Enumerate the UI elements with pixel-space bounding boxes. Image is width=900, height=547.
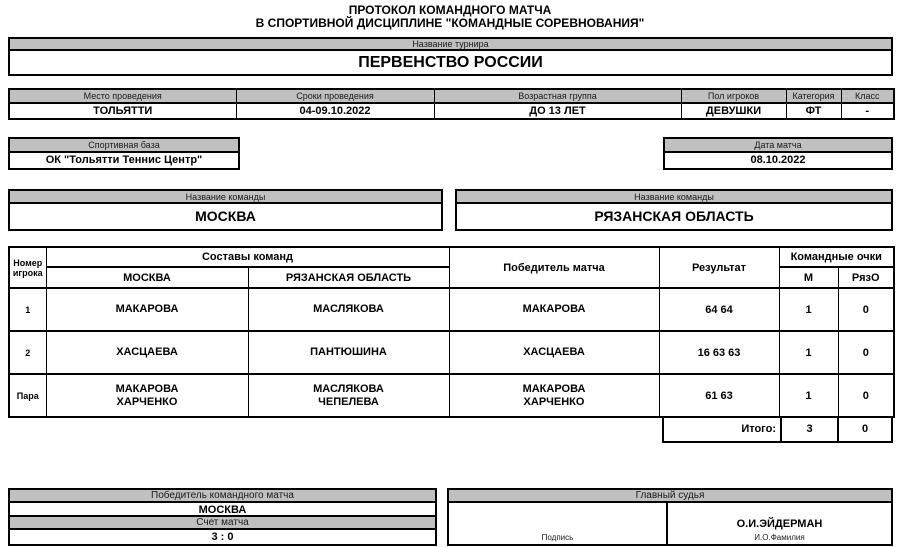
referee-name: О.И.ЭЙДЕРМАН — [736, 518, 823, 530]
score-cell: 61 63 — [659, 374, 779, 417]
team2-player-cell — [248, 288, 449, 331]
player-name: ХАСЦАЕВА — [116, 346, 178, 358]
class-header-cell: Класс — [841, 89, 894, 103]
results-row-3 — [9, 374, 894, 417]
results-table — [8, 246, 895, 418]
gender-header-cell: Пол игроков — [681, 89, 786, 103]
result-header-cell: Результат — [659, 247, 779, 288]
dates-header-cell: Сроки проведения — [236, 89, 434, 103]
tournament-block — [8, 37, 893, 76]
player-number-header-cell — [9, 247, 46, 288]
row-number-cell: Пара — [9, 374, 46, 417]
player-name: МАСЛЯКОВА — [313, 382, 384, 395]
points-team1-cell: 1 — [779, 374, 838, 417]
team1-block — [8, 189, 443, 231]
match-date-label: Дата матча — [665, 139, 891, 153]
referee-label: Главный судья — [449, 490, 891, 503]
gender-value-cell: ДЕВУШКИ — [681, 103, 786, 119]
age-group-value-cell: ДО 13 ЛЕТ — [434, 103, 681, 119]
referee-block — [447, 488, 893, 546]
document-title-line1: ПРОТОКОЛ КОМАНДНОГО МАТЧА — [348, 3, 552, 17]
results-row-2 — [9, 331, 894, 374]
document-title — [0, 0, 900, 30]
team2-block — [455, 189, 893, 231]
lineups-header-cell: Составы команд — [46, 247, 449, 267]
player-number-header-line2: игрока — [12, 267, 43, 278]
player-name: ЧЕПЕЛЕВА — [318, 395, 379, 408]
match-score-value: 3 : 0 — [211, 531, 234, 543]
team1-player-cell — [46, 288, 248, 331]
sports-base-block — [8, 137, 240, 170]
team2-player-cell — [248, 374, 449, 417]
score-cell: 64 64 — [659, 288, 779, 331]
match-winner-value: МОСКВА — [10, 503, 435, 517]
event-info-header-row — [9, 89, 894, 103]
results-row-1 — [9, 288, 894, 331]
match-winner-label: Победитель командного матча — [10, 490, 435, 503]
row-number-cell: 1 — [9, 288, 46, 331]
team2-label: Название команды — [457, 191, 891, 204]
category-header-cell: Категория — [786, 89, 841, 103]
winner-name: ХАРЧЕНКО — [523, 395, 585, 408]
team1-name: МОСКВА — [195, 208, 256, 224]
score-cell: 16 63 63 — [659, 331, 779, 374]
points-team1-cell: 1 — [779, 331, 838, 374]
results-header-row-1 — [9, 247, 894, 267]
venue-header-cell: Место проведения — [9, 89, 236, 103]
referee-name-caption: И.О.Фамилия — [754, 533, 805, 542]
dates-value-cell: 04-09.10.2022 — [236, 103, 434, 119]
team2-name: РЯЗАНСКАЯ ОБЛАСТЬ — [594, 208, 754, 224]
total-points-team2: 0 — [837, 416, 893, 443]
points-team2-header-cell: РязО — [838, 267, 894, 288]
player-name: МАКАРОВА — [115, 382, 179, 395]
totals-row — [8, 416, 893, 443]
match-winner-cell — [449, 288, 659, 331]
points-team2-cell: 0 — [838, 374, 894, 417]
match-winner-cell — [449, 374, 659, 417]
team-points-header-cell: Командные очки — [779, 247, 894, 267]
team1-label: Название команды — [10, 191, 441, 204]
match-date-value: 08.10.2022 — [750, 154, 806, 166]
venue-value-cell: ТОЛЬЯТТИ — [9, 103, 236, 119]
signature-label: Подпись — [541, 533, 574, 542]
match-winner-header-cell: Победитель матча — [449, 247, 659, 288]
sports-base-value: ОК "Тольятти Теннис Центр" — [45, 154, 203, 166]
match-winner-cell — [449, 331, 659, 374]
team2-column-header-cell: РЯЗАНСКАЯ ОБЛАСТЬ — [248, 267, 449, 288]
player-name: МАСЛЯКОВА — [313, 303, 384, 315]
event-info-value-row — [9, 103, 894, 119]
player-name: ХАРЧЕНКО — [116, 395, 178, 408]
row-number-cell: 2 — [9, 331, 46, 374]
team1-player-cell — [46, 331, 248, 374]
team1-player-cell — [46, 374, 248, 417]
player-name: МАКАРОВА — [115, 303, 179, 315]
document-title-line2: В СПОРТИВНОЙ ДИСЦИПЛИНЕ "КОМАНДНЫЕ СОРЕВНОВАНИЯ" — [255, 16, 645, 30]
winner-name: МАКАРОВА — [522, 303, 586, 315]
age-group-header-cell: Возрастная группа — [434, 89, 681, 103]
match-score-label: Счет матча — [10, 517, 435, 530]
team2-player-cell — [248, 331, 449, 374]
points-team1-header-cell: М — [779, 267, 838, 288]
class-value-cell: - — [841, 103, 894, 119]
sports-base-label: Спортивная база — [10, 139, 238, 153]
match-date-block — [663, 137, 893, 170]
total-label: Итого: — [662, 416, 782, 443]
tournament-name: ПЕРВЕНСТВО РОССИИ — [358, 54, 543, 71]
points-team2-cell: 0 — [838, 331, 894, 374]
winner-name: ХАСЦАЕВА — [523, 346, 585, 358]
player-number-header-line1: Номер — [13, 257, 43, 268]
winner-name: МАКАРОВА — [522, 382, 586, 395]
player-name: ПАНТЮШИНА — [310, 346, 387, 358]
total-points-team1: 3 — [780, 416, 839, 443]
tournament-label: Название турнира — [10, 39, 891, 51]
team1-column-header-cell: МОСКВА — [46, 267, 248, 288]
points-team2-cell: 0 — [838, 288, 894, 331]
signature-area — [449, 503, 668, 544]
referee-name-area — [668, 503, 891, 544]
event-info-table — [8, 88, 895, 120]
points-team1-cell: 1 — [779, 288, 838, 331]
category-value-cell: ФТ — [786, 103, 841, 119]
match-winner-block — [8, 488, 437, 546]
